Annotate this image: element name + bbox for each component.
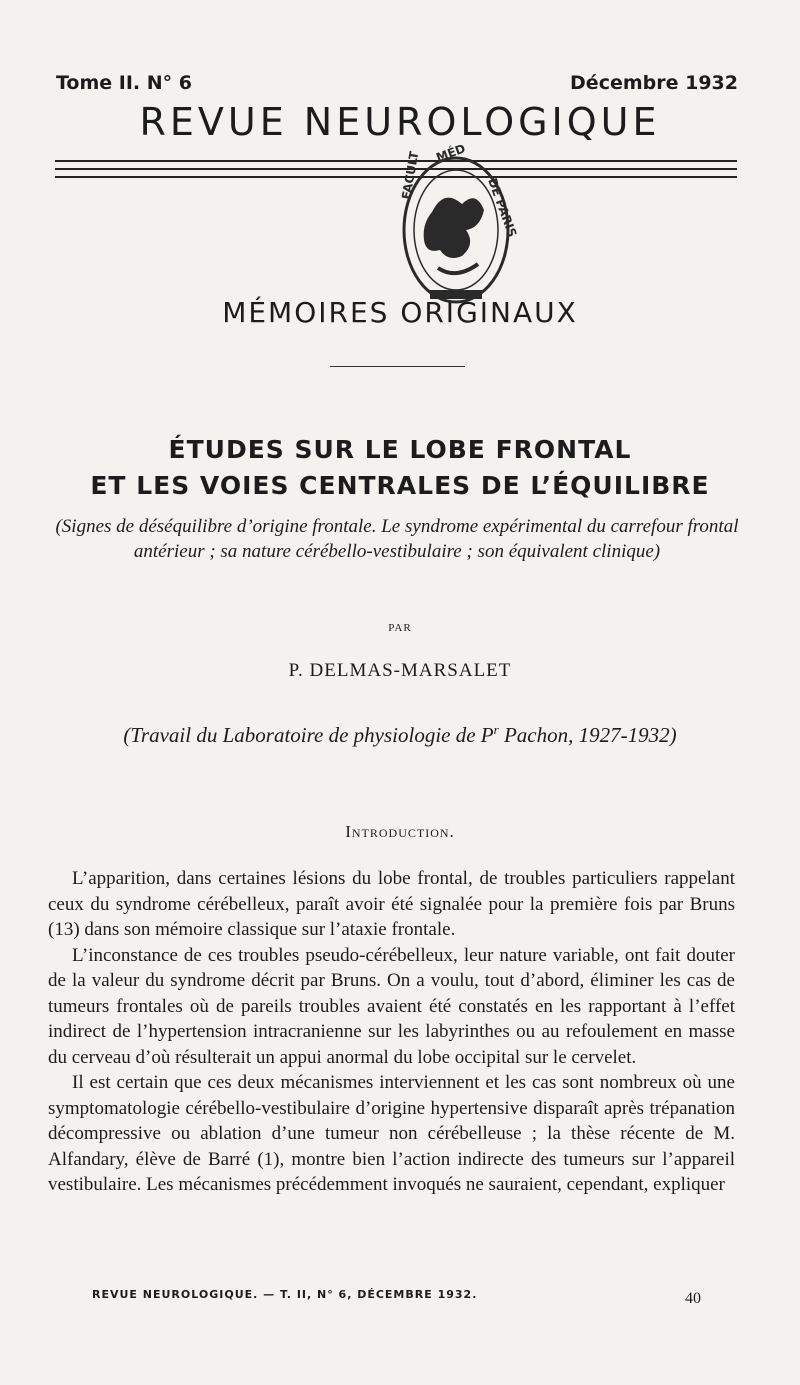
- by-label: PAR: [388, 622, 412, 634]
- issue-tome: Tome II. N° 6: [56, 72, 192, 94]
- article-title-line-1: ÉTUDES SUR LE LOBE FRONTAL: [168, 435, 632, 464]
- paragraph-1: L’apparition, dans certaines lésions du lobe frontal, de troubles particuliers rappelant ceux du syndrome cérébelleux, paraît avoir été signalée pour la première fois par Bruns (13) dans son mémoire classique sur l’ataxie frontale.: [48, 868, 735, 940]
- article-title-line-2: ET LES VOIES CENTRALES DE L’ÉQUILIBRE: [90, 471, 710, 500]
- stamp-seal-icon: [392, 140, 522, 315]
- svg-text:DE PARIS: DE PARIS: [485, 176, 520, 239]
- section-label: MÉMOIRES ORIGINAUX: [222, 296, 578, 329]
- section-heading: Introduction.: [345, 822, 455, 841]
- journal-title: REVUE NEUROLOGIQUE: [139, 100, 661, 144]
- affiliation: [0, 722, 800, 748]
- article-title: [0, 432, 800, 504]
- author-name: P. DELMAS-MARSALET: [288, 660, 512, 681]
- library-stamp: [392, 140, 522, 315]
- paragraph-2: L’inconstance de ces troubles pseudo-cérébelleux, leur nature variable, ont fait douter de la valeur du syndrome décrit par Bruns. On a voulu, tout d’abord, éliminer les cas de tumeurs frontales où de pareils troubles avaient été constatés en les rapportant à l’effet indirect de l’hypertension intracranienne sur les labyrinthes ou au refoulement en masse du cerveau d’où résulterait un appui anormal du lobe occipital sur le cervelet.: [48, 944, 735, 1068]
- affiliation-pre: (Travail du Laboratoire de physiologie de P: [123, 723, 494, 747]
- article-subtitle: (Signes de déséquilibre d’origine frontale. Le syndrome expérimental du carrefour frontal antérieur ; sa nature cérébello-vestibulaire ; son équivalent clinique): [55, 516, 739, 562]
- section-divider: [330, 366, 465, 367]
- page-number: 40: [685, 1290, 701, 1307]
- running-footer: REVUE NEUROLOGIQUE. — T. II, N° 6, DÉCEMBRE 1932.: [92, 1288, 478, 1301]
- affiliation-post: Pachon, 1927-1932): [498, 723, 677, 747]
- affiliation-sup: r: [493, 722, 499, 737]
- issue-date: Décembre 1932: [570, 72, 738, 94]
- article-body: [48, 866, 735, 1198]
- paragraph-3: Il est certain que ces deux mécanismes interviennent et les cas sont nombreux où une symptomatologie cérébello-vestibulaire d’origine hypertensive disparaît après trépanation décompressive ou ablation d’une tumeur non cérébelleuse ; la thèse récente de M. Alfandary, élève de Barré (1), montre bien l’action indirecte des tumeurs sur l’appareil vestibulaire. Les mécanismes précédemment invoqués ne sauraient, cependant, expliquer: [48, 1072, 735, 1195]
- svg-text:FACULT: FACULT: [399, 150, 422, 201]
- svg-text:MÉD: MÉD: [434, 141, 468, 165]
